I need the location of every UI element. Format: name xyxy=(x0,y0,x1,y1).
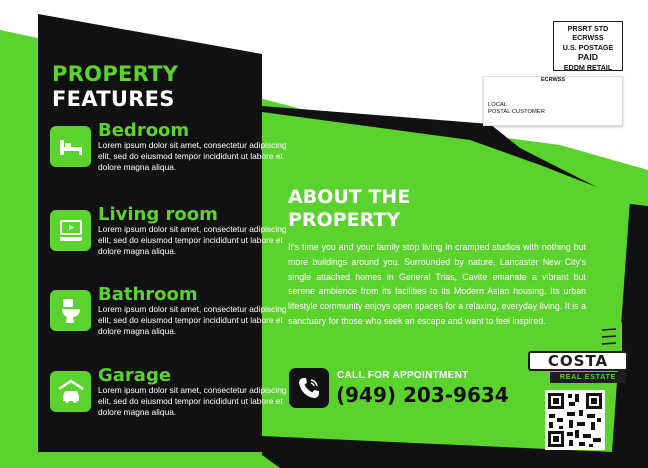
postage-line1: PRSRT STD xyxy=(567,24,609,33)
postage-line2: ECRWSS xyxy=(572,33,604,43)
features-title-line2: FEATURES xyxy=(52,87,175,111)
toilet-icon xyxy=(50,290,91,331)
buildings-icon xyxy=(528,322,628,352)
car-garage-icon xyxy=(50,371,91,412)
company-logo xyxy=(528,322,628,384)
feature-name: Living room xyxy=(98,204,218,225)
phone-icon xyxy=(289,368,329,408)
bed-icon xyxy=(50,126,91,167)
about-title-line2: PROPERTY xyxy=(288,209,401,231)
about-body: It's time you and your family stop living in cramped studios with nothing but more buildings around you. Surrounded by nature, Lancaster New City's single attached homes in General Trias, Cavite emanate a vibrant but serene ambience from its facilities to its Modern Asian housing. Its urban lifestyle community enjoys open spaces for a relaxing, everyday living. It is a sanctuary for those who seek an escape and want to feel inspired. xyxy=(288,242,586,326)
qr-code[interactable] xyxy=(545,390,605,450)
address-line2: POSTAL CUSTOMER xyxy=(488,109,545,115)
address-line1: LOCAL xyxy=(488,102,508,108)
postage-line4: PAID xyxy=(578,52,598,63)
address-ecrwss: ECRWSS xyxy=(484,77,622,83)
features-title-line1: PROPERTY xyxy=(52,62,179,86)
phone-number[interactable]: (949) 203-9634 xyxy=(336,383,509,407)
postage-line5: EDDM RETAIL xyxy=(563,62,613,72)
feature-description: Lorem ipsum dolor sit amet, consectetur adipiscing elit, sed do eiusmod tempor incididunt ut labore et dolore magna aliqua. xyxy=(98,140,287,173)
tv-icon xyxy=(50,210,91,251)
feature-description: Lorem ipsum dolor sit amet, consectetur adipiscing elit, sed do eiusmod tempor incididunt ut labore et dolore magna aliqua. xyxy=(98,224,287,257)
feature-name: Garage xyxy=(98,365,172,386)
logo-wordmark: COSTA xyxy=(528,351,628,371)
appointment-label: CALL FOR APPOINTMENT xyxy=(337,370,469,381)
logo-subtitle: REAL ESTATE xyxy=(550,372,626,383)
feature-description: Lorem ipsum dolor sit amet, consectetur adipiscing elit, sed do eiusmod tempor incididunt ut labore et dolore magna aliqua. xyxy=(98,304,287,337)
address-block xyxy=(483,76,623,126)
feature-description: Lorem ipsum dolor sit amet, consectetur adipiscing elit, sed do eiusmod tempor incididunt ut labore et dolore magna aliqua. xyxy=(98,385,287,418)
about-title-line1: ABOUT THE xyxy=(288,186,411,208)
feature-name: Bedroom xyxy=(98,120,190,141)
postage-indicia xyxy=(553,21,623,71)
postage-line3: U.S. POSTAGE xyxy=(562,42,614,52)
left-edge-band xyxy=(0,30,38,468)
feature-name: Bathroom xyxy=(98,284,198,305)
